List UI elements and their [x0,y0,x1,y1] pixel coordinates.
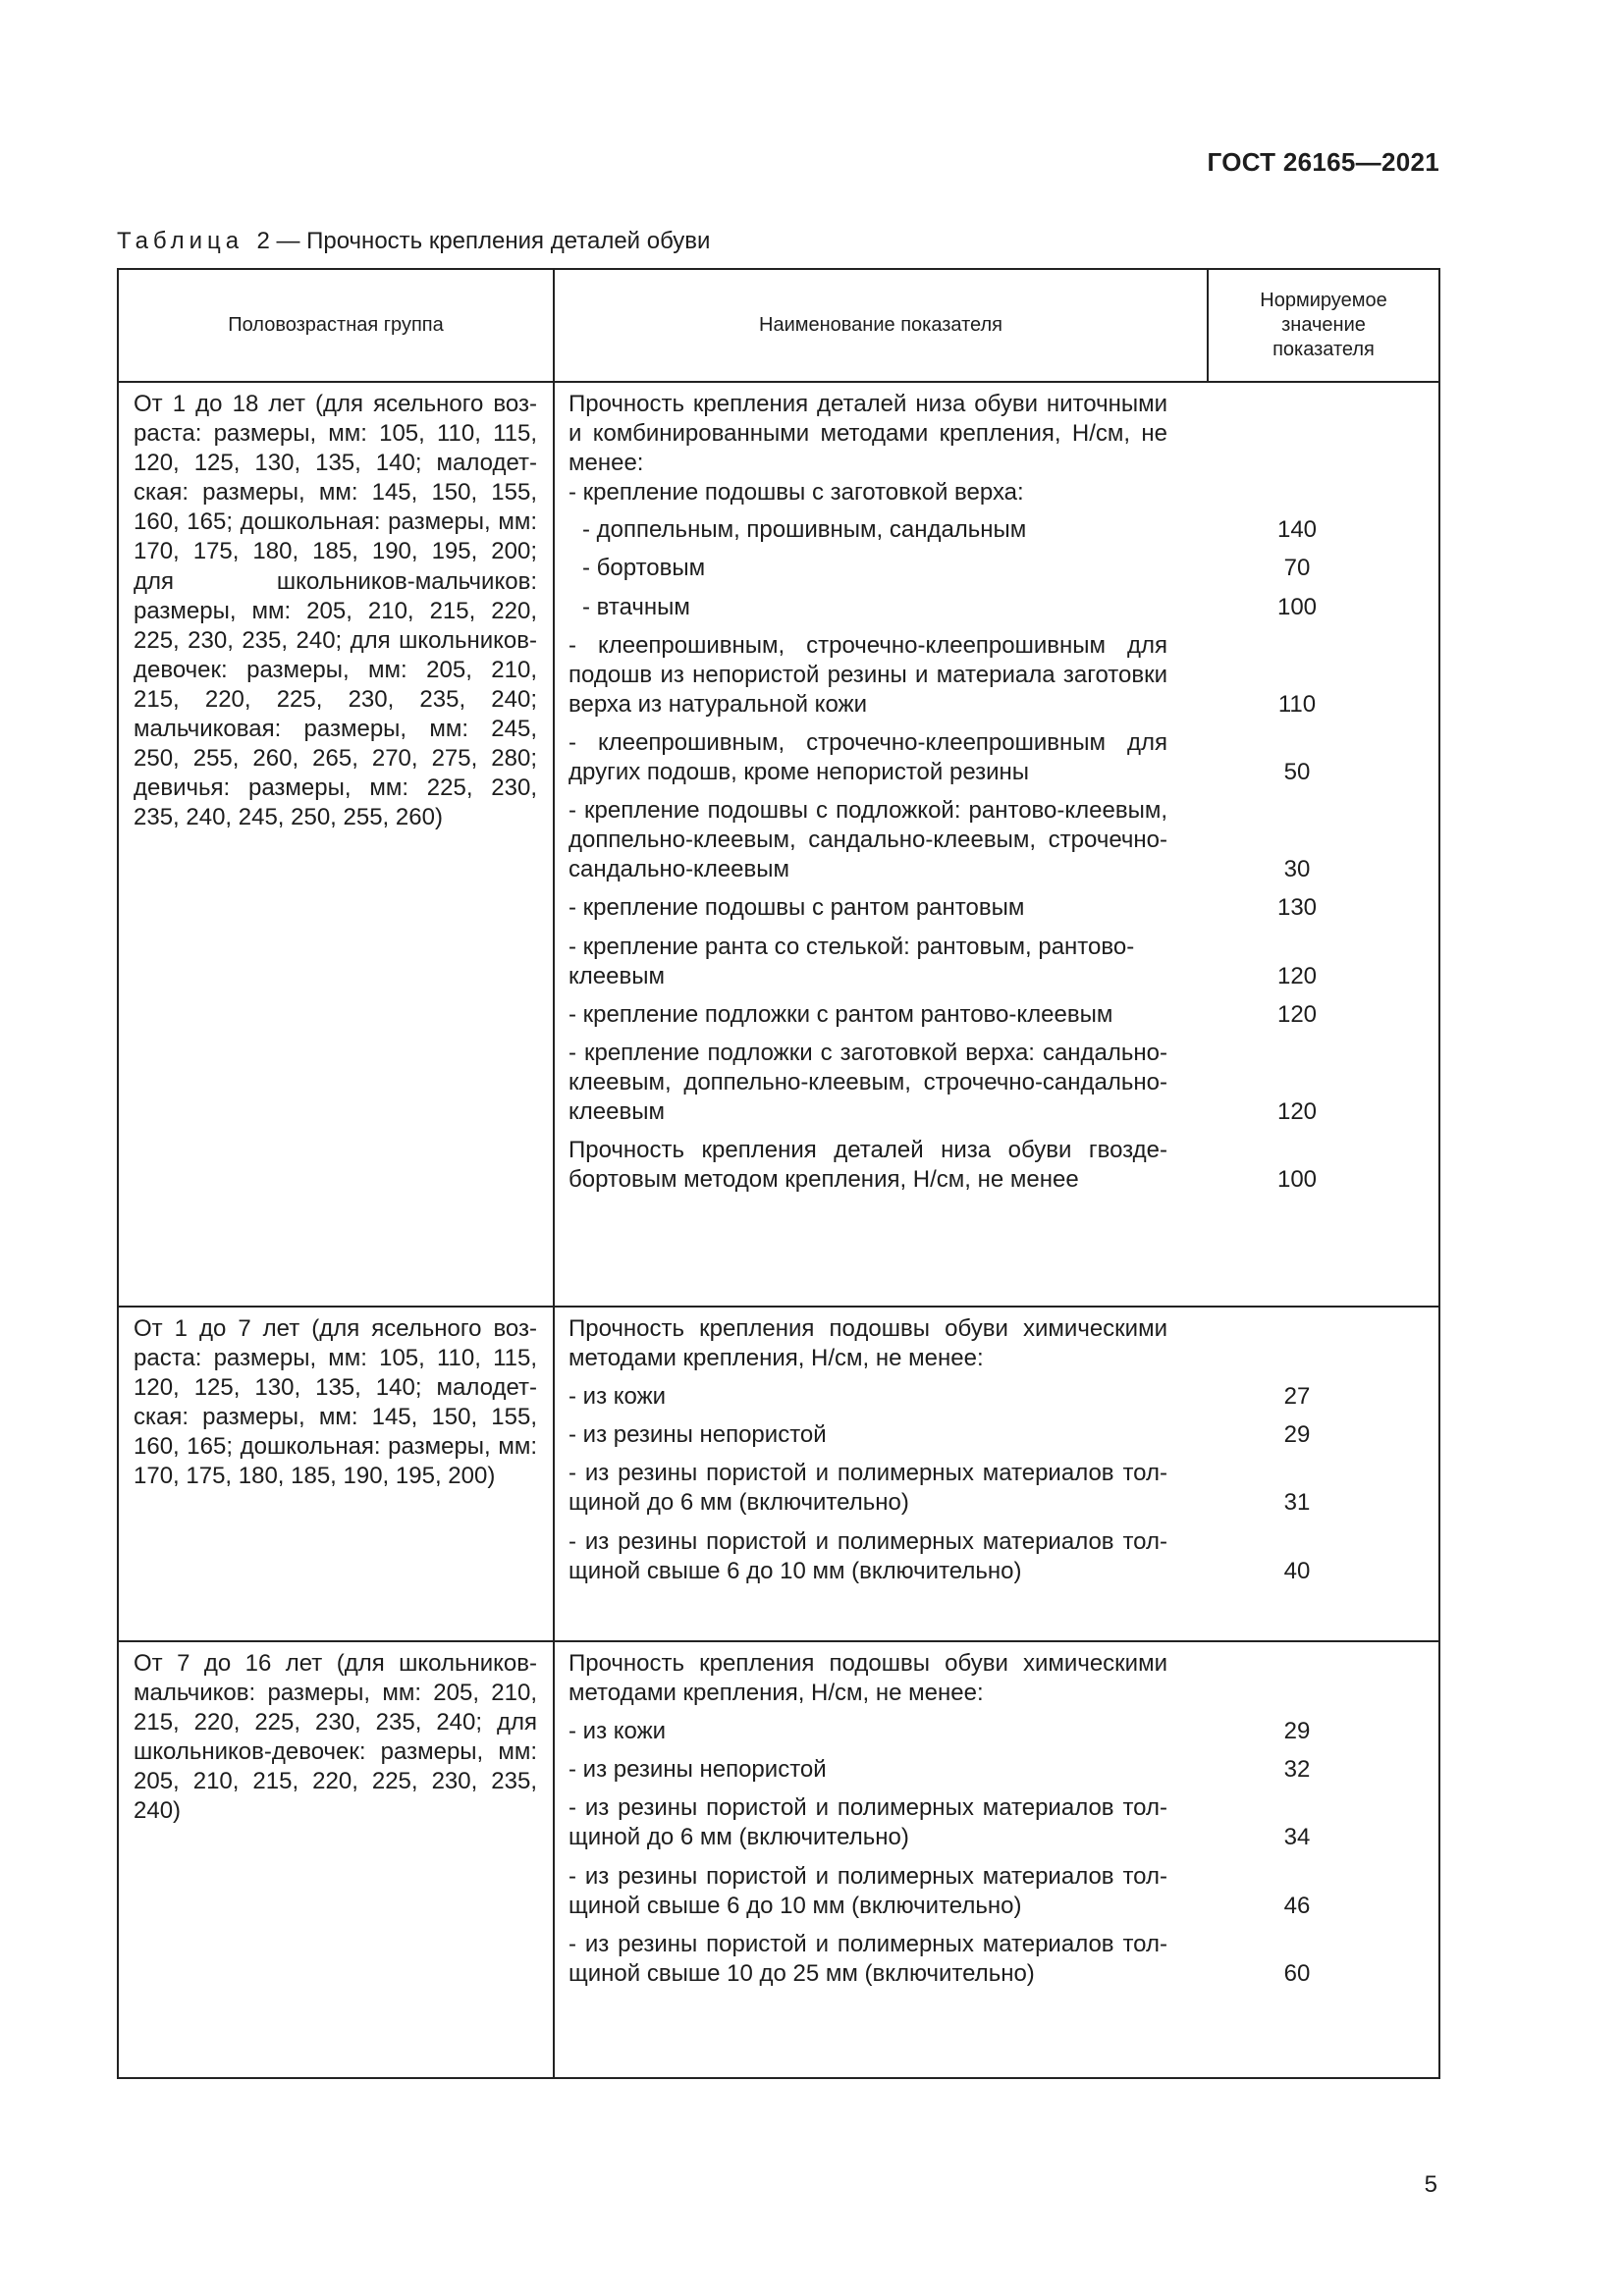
table-caption-prefix: Таблица [117,228,244,254]
indicator-value: 29 [1283,1421,1311,1449]
column-header-age-group: Половозрастная группа [118,269,554,382]
indicator-row [555,515,1438,545]
indicator-text: - клеепрошивным, строчечно-клеепрошивным для подошв из непористой резины и материала заготовки верха из натуральной кожи [568,631,1167,718]
indicator-text: Прочность крепления подошвы обуви химическими методами крепления, Н/см, не менее: [568,1650,1167,1707]
indicator-value: 100 [1276,593,1318,620]
indicator-text: - из резины пористой и полимерных материалов толщиной свыше 6 до 10 мм (включительно) [568,1527,1167,1584]
indicator-row [555,1755,1438,1785]
indicator-row [555,796,1438,884]
indicator-row [555,1136,1438,1195]
indicator-text: - из кожи [568,1718,667,1745]
age-group-cell [118,1307,554,1641]
table-caption-text: 2 — Прочность крепления деталей обуви [256,228,711,254]
indicator-value: 50 [1283,759,1311,786]
table-caption [117,228,710,255]
age-group-text: От 1 до 18 лет (для ясельного возраста: размеры, мм: 105, 110, 115, 120, 125, 130, 135, 140; малодетская: размеры, мм: 145, 150, 155, 160, 165; дошкольная: размеры, мм: 170, 175, 180, 185, 190, 195, 200; для школьников-мальчиков: размеры, мм: 205, 210, 215, 220, 225, 230, 235, 240; для школьников-девочек: размеры, мм: 205, 210, 215, 220, 225, 230, 235, 240; мальчиковая: размеры, мм: 245, 250, 255, 260, 265, 270, 275, 280; девичья: размеры, мм: 225, 230, 235, 240, 245, 250, 255, 260) [134,391,537,831]
age-group-cell [118,1641,554,2078]
indicator-row [555,1793,1438,1852]
indicator-row [555,554,1438,583]
strength-table [117,268,1440,2079]
indicator-text: - из резины пористой и полимерных материалов толщиной свыше 10 до 25 мм (включительно) [568,1930,1167,1987]
indicator-text: Прочность крепления деталей низа обуви гвозде-бортовым методом крепления, Н/см, не менее [568,1137,1167,1194]
indicator-text: - крепление подошвы с рантом рантовым [568,894,1025,922]
indicator-value: 30 [1283,856,1311,883]
indicator-text: - доппельным, прошивным, сандальным [582,516,1027,544]
indicator-row [555,1459,1438,1518]
indicator-row [555,1000,1438,1030]
indicator-row [555,631,1438,720]
indicator-row [555,1930,1438,1989]
indicator-row [555,478,1438,507]
column-header-value: Нормируемое значение показателя [1208,269,1439,382]
indicator-text: - крепление подошвы с заготовкой верха: [568,479,1024,507]
indicator-text: - клеепрошивным, строчечно-клеепрошивным для других подошв, кроме непористой резины [568,728,1167,786]
page-number: 5 [1424,2171,1437,2198]
indicator-text: - из кожи [568,1383,667,1411]
indicator-text: - из резины пористой и полимерных материалов толщиной свыше 6 до 10 мм (включительно) [568,1862,1167,1919]
indicator-text: - из резины непористой [568,1756,827,1784]
age-group-cell [118,382,554,1307]
age-group-text: От 7 до 16 лет (для школьников-мальчиков: размеры, мм: 205, 210, 215, 220, 225, 230, 235, 240; для школьников-девочек: размеры, мм: 205, 210, 215, 220, 225, 230, 235, 240) [134,1650,537,1825]
table-group-row [118,1307,1439,1641]
age-group-text: От 1 до 7 лет (для ясельного возраста: размеры, мм: 105, 110, 115, 120, 125, 130, 135, 140; малодетская: размеры, мм: 145, 150, 155, 160, 165; дошкольная: размеры, мм: 170, 175, 180, 185, 190, 195, 200) [134,1315,537,1490]
indicator-text: - из резины пористой и полимерных материалов толщиной до 6 мм (включительно) [568,1460,1167,1517]
table-body [118,382,1439,2078]
indicator-row [555,1382,1438,1412]
indicator-row [555,1420,1438,1450]
indicator-value: 32 [1283,1756,1311,1784]
indicator-value: 27 [1283,1383,1311,1411]
indicator-text: - бортовым [582,555,706,582]
indicator-text: - крепление подложки с заготовкой верха: сандально-клеевым, доппельно-клеевым, строчечно-сандально-клеевым [568,1039,1167,1125]
indicator-value: 29 [1283,1718,1311,1745]
indicator-text: - крепление подложки с рантом рантово-клеевым [568,1000,1113,1028]
indicator-row [555,1039,1438,1127]
indicator-row [555,1862,1438,1921]
indicator-row [555,728,1438,787]
indicator-row [555,1527,1438,1586]
indicator-row [555,593,1438,622]
indicator-row [555,893,1438,923]
indicator-value: 31 [1283,1489,1311,1517]
indicators-cell [554,1641,1439,2078]
column-header-indicator: Наименование показателя [554,269,1208,382]
indicators-cell [554,1307,1439,1641]
indicator-value: 100 [1276,1166,1318,1194]
indicator-value: 130 [1276,894,1318,922]
indicator-text: Прочность крепления деталей низа обуви ниточными и комбинированными методами крепления, Н/см, не менее: [568,391,1167,477]
indicators-cell [554,382,1439,1307]
indicator-value: 70 [1283,555,1311,582]
indicator-row [555,933,1438,991]
document-code: ГОСТ 26165—2021 [1207,147,1439,177]
indicator-value: 120 [1276,962,1318,989]
indicator-text: Прочность крепления подошвы обуви химическими методами крепления, Н/см, не менее: [568,1315,1167,1372]
table-header-row [118,269,1439,382]
indicator-row [555,390,1438,478]
indicator-value: 140 [1276,516,1318,544]
indicator-value: 110 [1277,690,1317,718]
indicator-text: - из резины пористой и полимерных материалов толщиной до 6 мм (включительно) [568,1794,1167,1851]
indicator-value: 120 [1276,1097,1318,1125]
indicator-value: 40 [1283,1557,1311,1584]
indicator-text: - из резины непористой [568,1421,827,1449]
indicator-value: 34 [1283,1824,1311,1851]
indicator-value: 120 [1276,1000,1318,1028]
indicator-text: - крепление подошвы с подложкой: рантово-клеевым, доппельно-клеевым, сандально-клеевым, строчечно-сандально-клеевым [568,797,1167,883]
table-group-row [118,382,1439,1307]
indicator-value: 46 [1283,1892,1311,1919]
indicator-text: - втачным [582,593,690,620]
indicator-row [555,1717,1438,1746]
indicator-row [555,1314,1438,1373]
indicator-text: - крепление ранта со стелькой: рантовым, рантово-клеевым [568,933,1135,989]
table-group-row [118,1641,1439,2078]
indicator-row [555,1649,1438,1708]
indicator-value: 60 [1283,1959,1311,1987]
